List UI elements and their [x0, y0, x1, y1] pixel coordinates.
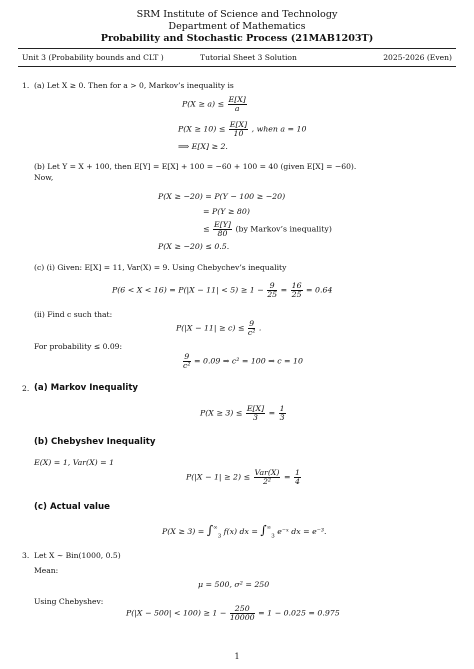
q1b-line2: = P(Y ≥ 80) — [203, 207, 250, 216]
q1c-eq-num2: 16 — [291, 281, 302, 290]
q1c-eq-num1: 9 — [267, 282, 277, 291]
integral-sign-1: $\int^\infty_3$ — [206, 523, 222, 540]
q2b-num: Var(X) — [254, 468, 280, 477]
q1c-ii-equation — [176, 320, 261, 337]
q1c-equation — [112, 282, 332, 299]
q1a-line2-note: , when a = 10 — [251, 124, 307, 134]
q2a-den: 3 — [253, 413, 258, 422]
q1c-eq-result: = 0.64 — [306, 285, 333, 295]
sheet-label: Tutorial Sheet 3 Solution — [200, 53, 297, 62]
q1c-ii: (ii) Find c such that: — [34, 310, 113, 319]
q1c-final — [182, 353, 303, 370]
q3-eq-den: 10000 — [229, 613, 255, 622]
q1c-ii-lhs: P(|X − 11| ≥ c) ≤ — [176, 323, 245, 333]
q3-eq-result: = 1 − 0.025 = 0.975 — [258, 608, 340, 618]
q2a-res-num: 1 — [279, 404, 285, 413]
q1b-line3-num: E[Y] — [214, 220, 231, 229]
q1c-ii-dot: . — [258, 323, 262, 333]
q2a-heading: (a) Markov Inequality — [34, 383, 139, 393]
q2c-integrand-2: e⁻ˣ dx = e⁻³. — [277, 527, 327, 537]
q1a-line1-num: E[X] — [228, 95, 246, 104]
q1c-ii-den: c² — [247, 328, 256, 337]
q1c-final-num: 9 — [184, 352, 190, 361]
q1c-eq-den2: 25 — [291, 290, 302, 299]
q2b-equation — [186, 469, 302, 486]
q2c-heading: (c) Actual value — [34, 502, 110, 512]
course-title: Probability and Stochastic Process (21MAB1203T) — [100, 33, 374, 44]
q1b-line1: P(X ≥ −20) = P(Y − 100 ≥ −20) — [158, 192, 286, 201]
q1c-eq-lhs: P(6 < X < 16) = P(|X − 11| < 5) ≥ 1 − — [112, 285, 264, 295]
q3-number: 3. — [22, 551, 30, 560]
page-number: 1 — [234, 652, 240, 661]
q1b-line3-note: (by Markov’s inequality) — [235, 224, 332, 234]
q1a-line2-den: 10 — [233, 129, 244, 138]
q1a-line3: ⟹ E[X] ≥ 2. — [178, 142, 228, 151]
q1a-line2-lhs: P(X ≥ 10) ≤ — [178, 124, 226, 134]
q1a-line2 — [178, 121, 306, 138]
q2a-num: E[X] — [246, 404, 265, 413]
q2b-heading: (b) Chebyshev Inequality — [34, 437, 156, 447]
q2b-lhs: P(|X − 1| ≥ 2) ≤ — [186, 472, 251, 482]
header-rule-top — [18, 48, 456, 49]
integral-2-lower: 3 — [271, 533, 275, 540]
integral-1-lower: 3 — [217, 533, 222, 540]
q1c-final-den: c² — [183, 361, 191, 370]
q2a-lhs: P(X ≥ 3) ≤ — [200, 408, 243, 418]
q2b-res-num: 1 — [294, 468, 300, 477]
header-rule-bottom — [18, 66, 456, 67]
q2c-equation — [162, 523, 326, 541]
q1b-intro: (b) Let Y = X + 100, then E[Y] = E[X] + 100 = −60 + 100 = 40 (given E[X] = −60). — [34, 162, 357, 171]
q3-chebyshev-label: Using Chebyshev: — [34, 597, 104, 606]
q1c-eq-den1: 25 — [267, 290, 278, 299]
q3-mean-label: Mean: — [34, 566, 59, 575]
q1b-line3 — [203, 221, 332, 238]
q1b-line3-leq: ≤ — [203, 224, 210, 234]
q2c-lhs: P(X ≥ 3) = — [162, 527, 205, 537]
q1a-intro: (a) Let X ≥ 0. Then for a > 0, Markov’s inequality is — [34, 81, 234, 90]
q1c-probability: For probability ≤ 0.09: — [34, 342, 123, 351]
integral-sign-2: $\int^\infty_3$ — [260, 523, 275, 540]
integral-2-upper: ∞ — [266, 525, 272, 531]
q1-number: 1. — [22, 81, 30, 90]
q1a-line1-den: a — [234, 104, 240, 113]
q2a-res-den: 3 — [279, 413, 285, 422]
year-label: 2025-2026 (Even) — [383, 53, 452, 62]
q1c-ii-num: 9 — [249, 319, 255, 328]
q2b-given: E(X) = 1, Var(X) = 1 — [34, 458, 115, 467]
integral-1-upper: ∞ — [213, 525, 218, 531]
q2b-equals: = — [283, 472, 291, 482]
q3-eq-lhs: P(|X − 500| < 100) ≥ 1 − — [126, 608, 227, 618]
q1c-final-rest: = 0.09 ⇒ c² = 100 ⇒ c = 10 — [193, 356, 303, 366]
q2a-equals: = — [268, 408, 276, 418]
q2b-res-den: 4 — [294, 477, 300, 486]
q2-number: 2. — [22, 384, 30, 393]
q2b-den: 2² — [262, 477, 272, 486]
q1b-line4: P(X ≥ −20) ≤ 0.5. — [158, 242, 230, 251]
q1c-eq-equals: = — [280, 285, 288, 295]
q1a-line1 — [182, 96, 248, 113]
q2c-integrand-1: f(x) dx = — [223, 527, 258, 537]
q2a-equation — [200, 405, 287, 422]
q1a-line1-lhs: P(X ≥ a) ≤ — [182, 99, 225, 109]
unit-label: Unit 3 (Probability bounds and CLT ) — [22, 53, 164, 62]
q1a-line2-num: E[X] — [229, 120, 248, 129]
q3-eq-num: 250 — [230, 605, 255, 614]
q3-intro: Let X ∼ Bin(1000, 0.5) — [34, 551, 121, 560]
institute-name: SRM Institute of Science and Technology — [136, 9, 338, 20]
q3-equation — [126, 605, 340, 622]
q1b-line3-den: 80 — [217, 229, 228, 238]
q3-mean-equation: μ = 500, σ² = 250 — [198, 580, 270, 589]
q1b-now: Now, — [34, 173, 54, 182]
department-name: Department of Mathematics — [168, 21, 306, 32]
q1c-intro: (c) (i) Given: E[X] = 11, Var(X) = 9. Using Chebychev’s inequality — [34, 263, 287, 272]
